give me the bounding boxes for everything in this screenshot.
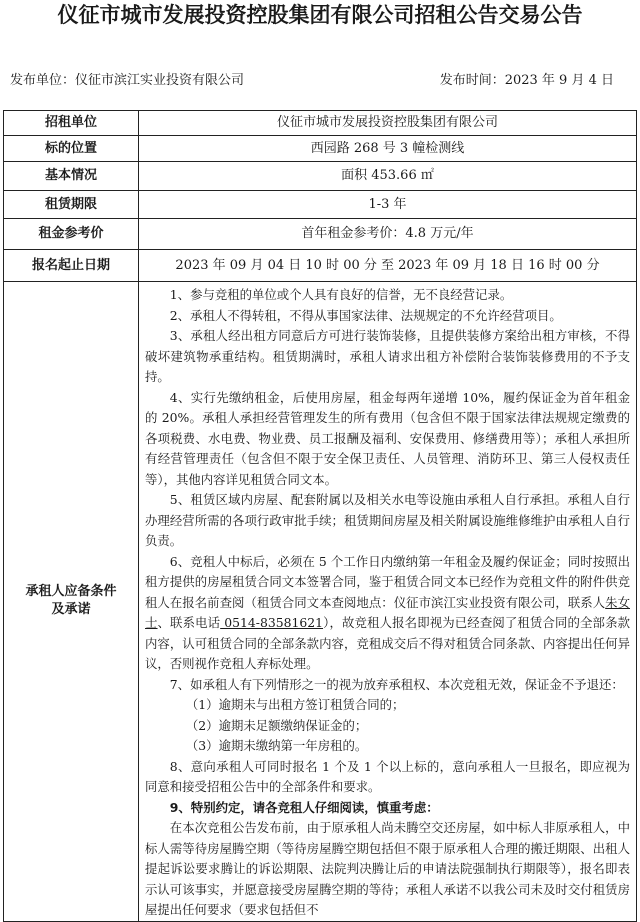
conditions-label — [4, 282, 139, 922]
row-label: 租金参考价 — [4, 219, 139, 250]
condition-item-3: 3、承租人经出租方同意后方可进行装饰装修，且提供装修方案给出租方审核，不得破坏建筑物承重结构。租赁期满时，承租人请求出租方补偿附合装饰装修费用的不予支持。 — [145, 328, 630, 384]
condition-7-sub-3: （3）逾期未缴纳第一年房租的。 — [185, 738, 368, 753]
publish-time: 2023 年 9 月 4 日 — [504, 73, 614, 88]
row-label: 招租单位 — [4, 111, 139, 136]
announcement-meta — [10, 72, 630, 90]
row-label: 报名起止日期 — [4, 250, 139, 282]
condition-6-text-b: 、联系电话 — [157, 615, 221, 630]
condition-item-2: 2、承租人不得转租，不得从事国家法律、法规规定的不允许经营项目。 — [169, 307, 562, 323]
condition-item-6 — [145, 552, 630, 675]
contact-person: 朱女士 — [145, 594, 630, 630]
condition-item-7: 7、如承租人有下列情形之一的视为放弃承租权、本次竞租无效，保证金不予退还： — [169, 676, 624, 692]
publisher-name: 仪征市滨江实业投资有限公司 — [75, 73, 245, 88]
conditions-cell — [139, 282, 637, 922]
table-row — [4, 191, 637, 219]
row-value: 仪征市城市发展投资控股集团有限公司 — [139, 111, 637, 136]
condition-item-9: 9、特别约定，请各竞租人仔细阅读，慎重考虑： — [169, 799, 439, 815]
row-label: 基本情况 — [4, 162, 139, 191]
publish-time-line — [440, 72, 614, 90]
condition-item-1: 1、参与竞租的单位或个人具有良好的信誉，无不良经营记录。 — [169, 287, 513, 302]
table-row — [4, 136, 637, 162]
row-value: 2023 年 09 月 04 日 10 时 00 分 至 2023 年 09 月 18 日 16 时 00 分 — [139, 250, 637, 282]
table-row — [4, 162, 637, 191]
table-row — [4, 111, 637, 136]
table-row — [4, 219, 637, 250]
conditions-text — [139, 282, 636, 921]
condition-7-sub-2: （2）逾期未足额缴纳保证金的； — [185, 717, 368, 733]
page-title: 仪征市城市发展投资控股集团有限公司招租公告交易公告 — [57, 3, 583, 27]
table-row-conditions — [4, 282, 637, 922]
lease-info-table — [3, 110, 637, 922]
row-value: 西园路 268 号 3 幢检测线 — [139, 136, 637, 162]
table-row — [4, 250, 637, 282]
condition-6-text-a: 6、竞租人中标后，必须在 5 个工作日内缴纳第一年租金及履约保证金；同时按照出租方提供的房屋租赁合同文本签署合同，鉴于租赁合同文本已经作为竞租文件的附件供竞租人在报名前查阅（租赁合同文本查阅地点：仪征市滨江实业投资有限公司，联系人 — [145, 553, 630, 610]
conditions-label-line2: 及承诺 — [51, 602, 91, 618]
publisher-line — [10, 72, 244, 90]
condition-7-sub-1: （1）逾期未与出租方签订租赁合同的； — [185, 697, 405, 712]
publish-time-label: 发布时间： — [439, 73, 505, 88]
row-value: 面积 453.66 ㎡ — [139, 162, 637, 191]
contact-phone: 0514-83581621 — [220, 615, 324, 630]
conditions-label-line1: 承租人应备条件 — [25, 584, 117, 600]
row-label: 租赁期限 — [4, 191, 139, 219]
condition-item-4: 4、实行先缴纳租金，后使用房屋，租金每两年递增 10%，履约保证金为首年租金的 20%。承租人承担经营管理发生的所有费用（包含但不限于国家法律法规规定缴费的各项税费、水电费、物业费、员工报酬及福利、安保费用、修缮费用等）；承租人承担所有经营管理责任（包含但不限于安全保卫责任、人员管理、消防环卫、第三人侵权责任等），其他内容详见租赁合同文本。 — [145, 389, 630, 487]
row-value: 1-3 年 — [139, 191, 637, 219]
special-agreement-text: 在本次竞租公告发布前，由于原承租人尚未腾空交还房屋，如中标人非原承租人，中标人需等待房屋腾空期（等待房屋腾空期包括但不限于原承租人合理的搬迁期限、出租人提起诉讼要求腾让的诉讼期限、法院判决腾让后的申请法院强制执行期限等），报名即表示认可该事实，并愿意接受房屋腾空期的等待；承租人承诺不以我公司未及时交付租赁房屋提出任何要求（要求包括但不 — [145, 820, 630, 917]
condition-item-8: 8、意向承租人可同时报名 1 个及 1 个以上标的，意向承租人一旦报名，即应视为同意和接受招租公告中的全部条件和要求。 — [145, 758, 630, 794]
publisher-label: 发布单位： — [10, 73, 76, 88]
condition-item-5: 5、租赁区域内房屋、配套附属以及相关水电等设施由承租人自行承担。承租人自行办理经营所需的各项行政审批手续；租赁期间房屋及相关附属设施维修维护由承租人自行负责。 — [145, 492, 630, 548]
row-value: 首年租金参考价：4.8 万元/年 — [139, 219, 637, 250]
row-label: 标的位置 — [4, 136, 139, 162]
condition-6-text-c: ），故竞租人报名即视为已经查阅了租赁合同的全部条款内容，认可租赁合同的全部条款内容，竞租成交后不得对租赁合同条款、内容提出任何异议，否则视作竞租人弃标处理。 — [145, 615, 631, 671]
